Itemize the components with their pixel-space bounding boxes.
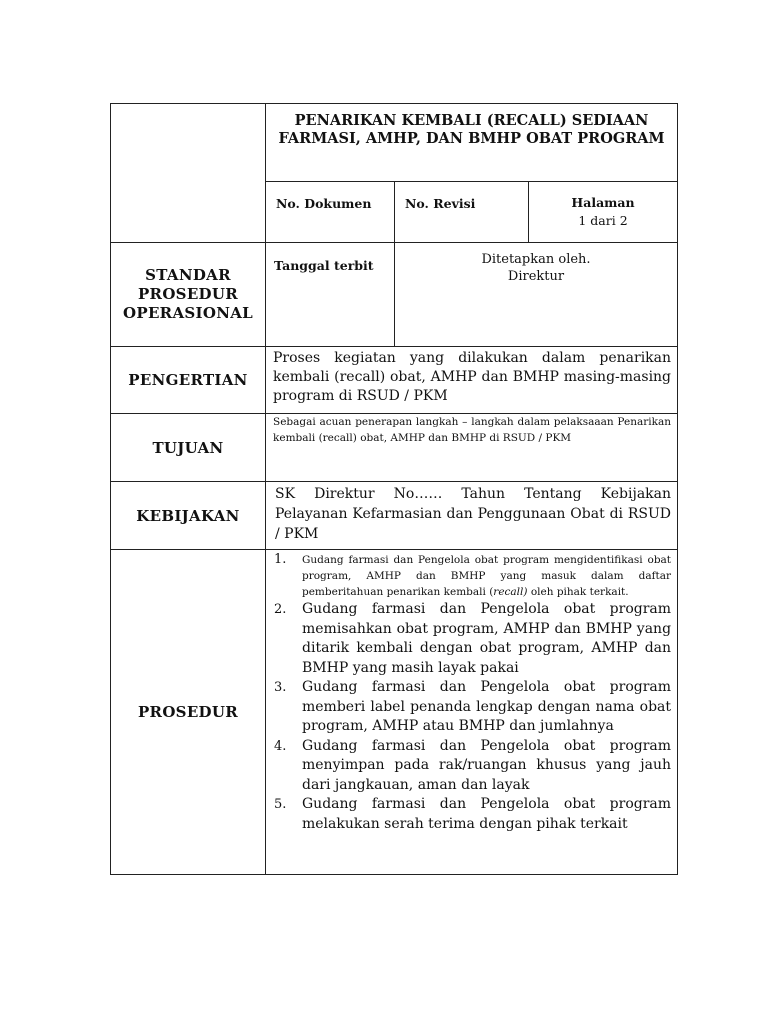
tujuan-text: Sebagai acuan penerapan langkah – langkah dalam pelaksaaan Penarikan kembali (recall) obat, AMHP dan BMHP di RSUD / PKM xyxy=(266,414,678,482)
step-text: Gudang farmasi dan Pengelola obat program menyimpan pada rak/ruangan khusus yang jauh dari jangkauan, aman dan layak xyxy=(302,737,672,793)
document-title: PENARIKAN KEMBALI (RECALL) SEDIAAN FARMASI, AMHP, DAN BMHP OBAT PROGRAM xyxy=(266,104,678,182)
kebijakan-label: KEBIJAKAN xyxy=(111,482,266,550)
prosedur-cell xyxy=(266,550,678,875)
step-number: 3. xyxy=(274,680,287,695)
logo-cell xyxy=(111,104,266,243)
halaman-cell xyxy=(529,182,678,243)
step-number: 4. xyxy=(274,738,287,754)
list-item xyxy=(266,552,671,600)
ditetapkan-cell xyxy=(395,243,678,347)
pengertian-label: PENGERTIAN xyxy=(111,347,266,414)
prosedur-label: PROSEDUR xyxy=(111,550,266,875)
halaman-value: 1 dari 2 xyxy=(578,213,628,228)
step-number: 2. xyxy=(274,602,287,617)
direktur-label: Direktur xyxy=(507,269,565,284)
sop-table xyxy=(110,103,678,875)
step-number: 5. xyxy=(274,797,287,812)
prosedur-list xyxy=(266,552,677,834)
tanggal-terbit-label: Tanggal terbit xyxy=(266,243,395,347)
list-item xyxy=(266,678,671,737)
list-item xyxy=(266,737,671,796)
tujuan-label: TUJUAN xyxy=(111,414,266,482)
step-text: Gudang farmasi dan Pengelola obat program melakukan serah terima dengan pihak terkait xyxy=(302,796,672,832)
kebijakan-text: SK Direktur No…… Tahun Tentang Kebijakan Pelayanan Kefarmasian dan Penggunaan Obat di RSUD / PKM xyxy=(266,482,678,550)
step-number: 1. xyxy=(274,552,287,567)
list-item xyxy=(266,600,671,678)
halaman-label: Halaman xyxy=(571,195,635,210)
no-revisi-header: No. Revisi xyxy=(395,182,529,243)
sop-label: STANDAR PROSEDUR OPERASIONAL xyxy=(111,243,266,347)
step-text: Gudang farmasi dan Pengelola obat program memisahkan obat program, AMHP dan BMHP yang ditarik kembali dengan obat program, AMHP dan BMHP yang masih layak pakai xyxy=(302,601,672,676)
no-dokumen-header: No. Dokumen xyxy=(266,182,395,243)
step-text: Gudang farmasi dan Pengelola obat program memberi label penanda lengkap dengan nama obat program, AMHP atau BMHP dan jumlahnya xyxy=(302,679,672,734)
pengertian-text: Proses kegiatan yang dilakukan dalam penarikan kembali (recall) obat, AMHP dan BMHP masing-masing program di RSUD / PKM xyxy=(266,347,678,414)
ditetapkan-oleh: Ditetapkan oleh. xyxy=(481,252,591,267)
list-item xyxy=(266,795,671,834)
step-text: Gudang farmasi dan Pengelola obat program mengidentifikasi obat program, AMHP dan BMHP yang masuk dalam daftar pemberitahuan penarikan kembali (recall) oleh pihak terkait. xyxy=(302,554,672,598)
